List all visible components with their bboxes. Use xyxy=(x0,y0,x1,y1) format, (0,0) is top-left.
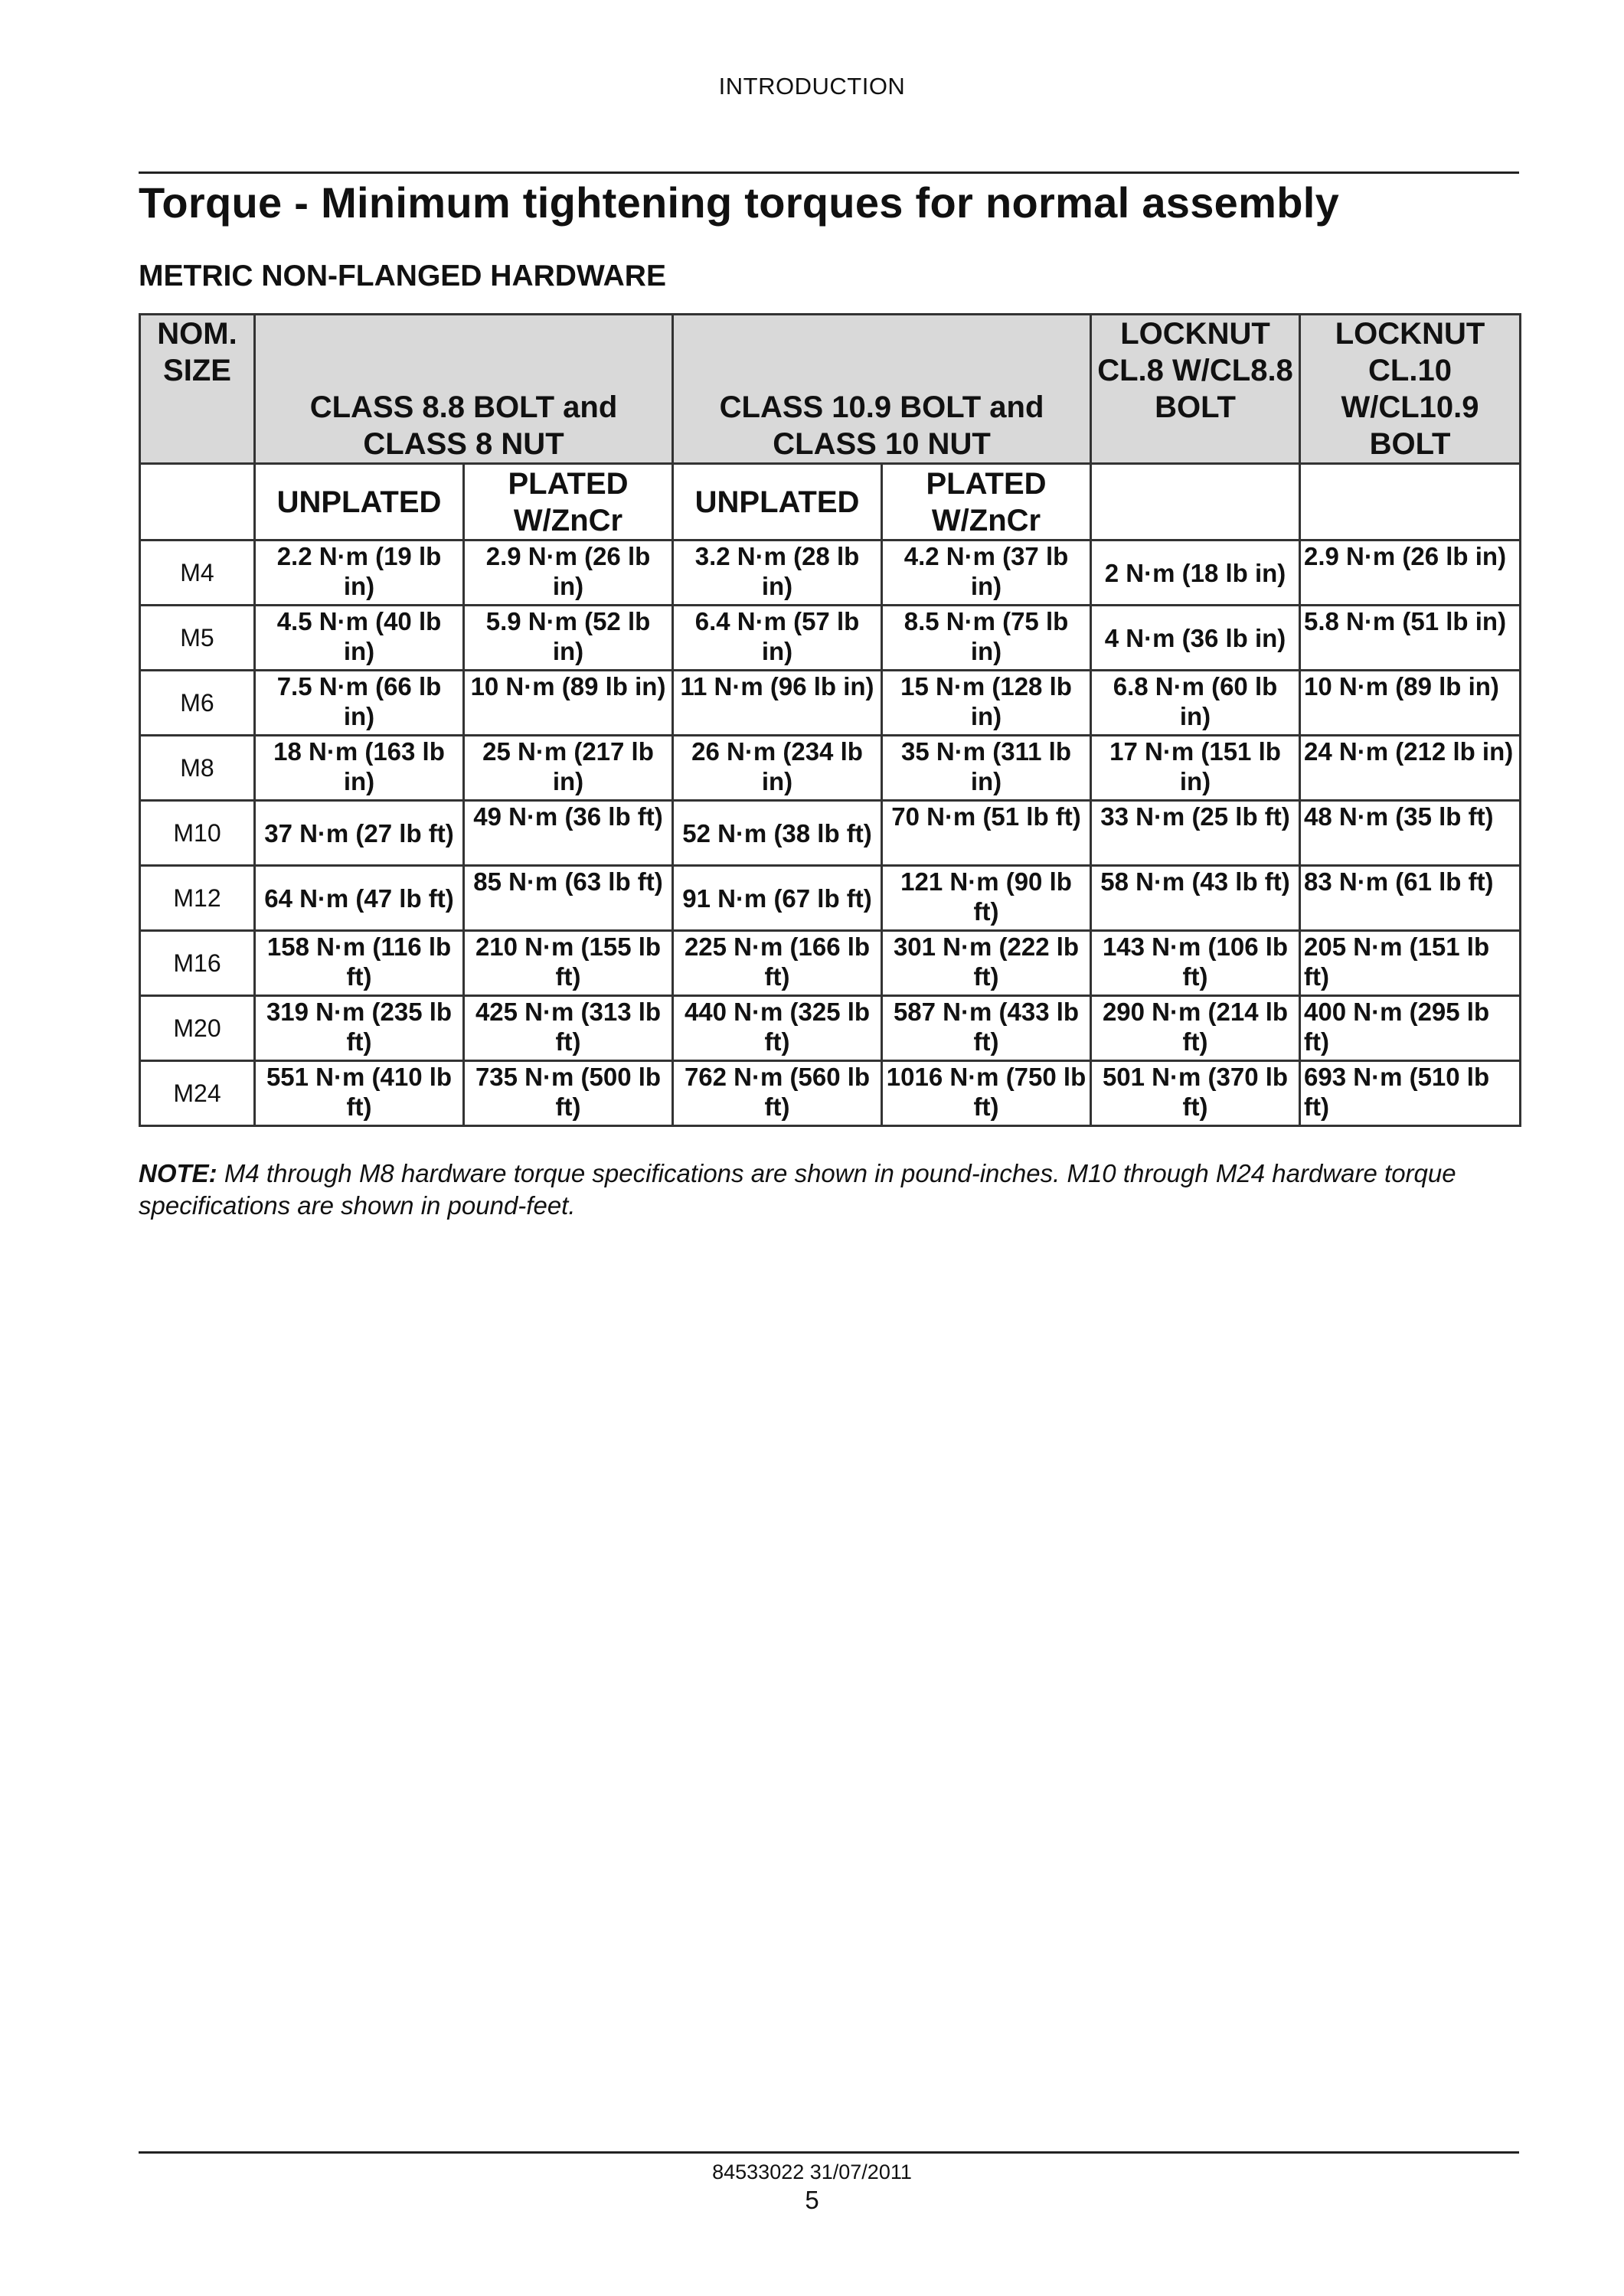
document-id: 84533022 31/07/2011 xyxy=(712,2160,912,2183)
size-cell: M8 xyxy=(140,736,255,801)
torque-cell: 587 N·m (433 lb ft) xyxy=(882,996,1091,1061)
size-cell: M6 xyxy=(140,671,255,736)
torque-cell: 290 N·m (214 lb ft) xyxy=(1091,996,1300,1061)
torque-cell: 2.2 N·m (19 lb in) xyxy=(255,541,464,606)
torque-cell: 301 N·m (222 lb ft) xyxy=(882,931,1091,996)
note-paragraph xyxy=(139,1158,1519,1222)
torque-cell: 440 N·m (325 lb ft) xyxy=(673,996,882,1061)
torque-cell: 83 N·m (61 lb ft) xyxy=(1300,866,1521,931)
torque-cell: 693 N·m (510 lb ft) xyxy=(1300,1061,1521,1126)
torque-cell: 49 N·m (36 lb ft) xyxy=(464,801,673,866)
page-title: Torque - Minimum tightening torques for normal assembly xyxy=(139,178,1340,227)
table-row xyxy=(140,1061,1521,1126)
torque-cell: 35 N·m (311 lb in) xyxy=(882,736,1091,801)
torque-cell: 17 N·m (151 lb in) xyxy=(1091,736,1300,801)
torque-cell: 33 N·m (25 lb ft) xyxy=(1091,801,1300,866)
header-locknut-cl8: LOCKNUT CL.8 W/CL8.8 BOLT xyxy=(1091,315,1300,464)
torque-cell: 143 N·m (106 lb ft) xyxy=(1091,931,1300,996)
torque-cell: 5.8 N·m (51 lb in) xyxy=(1300,606,1521,671)
torque-cell: 24 N·m (212 lb in) xyxy=(1300,736,1521,801)
subheader-blank xyxy=(140,464,255,541)
torque-table xyxy=(139,313,1521,1127)
torque-cell: 1016 N·m (750 lb ft) xyxy=(882,1061,1091,1126)
size-cell: M12 xyxy=(140,866,255,931)
table-row xyxy=(140,606,1521,671)
torque-cell: 5.9 N·m (52 lb in) xyxy=(464,606,673,671)
header-rule xyxy=(139,171,1519,174)
torque-cell: 425 N·m (313 lb ft) xyxy=(464,996,673,1061)
section-subtitle: METRIC NON-FLANGED HARDWARE xyxy=(139,260,666,292)
torque-cell: 10 N·m (89 lb in) xyxy=(464,671,673,736)
subheader-plated: PLATED W/ZnCr xyxy=(464,464,673,541)
torque-cell: 225 N·m (166 lb ft) xyxy=(673,931,882,996)
torque-cell: 501 N·m (370 lb ft) xyxy=(1091,1061,1300,1126)
subheader-unplated: UNPLATED xyxy=(673,464,882,541)
size-cell: M20 xyxy=(140,996,255,1061)
torque-cell: 3.2 N·m (28 lb in) xyxy=(673,541,882,606)
table-row xyxy=(140,736,1521,801)
torque-cell: 400 N·m (295 lb ft) xyxy=(1300,996,1521,1061)
torque-cell: 64 N·m (47 lb ft) xyxy=(255,866,464,931)
footer-rule xyxy=(139,2151,1519,2154)
size-cell: M5 xyxy=(140,606,255,671)
table-row xyxy=(140,801,1521,866)
torque-cell: 2.9 N·m (26 lb in) xyxy=(1300,541,1521,606)
torque-cell: 85 N·m (63 lb ft) xyxy=(464,866,673,931)
table-subheader-row xyxy=(140,464,1521,541)
size-cell: M4 xyxy=(140,541,255,606)
torque-cell: 4.5 N·m (40 lb in) xyxy=(255,606,464,671)
table-header-row xyxy=(140,315,1521,464)
torque-cell: 18 N·m (163 lb in) xyxy=(255,736,464,801)
table-row xyxy=(140,541,1521,606)
torque-cell: 121 N·m (90 lb ft) xyxy=(882,866,1091,931)
header-class-8-8: CLASS 8.8 BOLT and CLASS 8 NUT xyxy=(255,315,673,464)
subheader-plated: PLATED W/ZnCr xyxy=(882,464,1091,541)
torque-cell: 25 N·m (217 lb in) xyxy=(464,736,673,801)
table-row xyxy=(140,931,1521,996)
size-cell: M16 xyxy=(140,931,255,996)
note-label: NOTE: xyxy=(139,1159,217,1187)
torque-cell: 551 N·m (410 lb ft) xyxy=(255,1061,464,1126)
torque-cell: 6.4 N·m (57 lb in) xyxy=(673,606,882,671)
torque-cell: 4 N·m (36 lb in) xyxy=(1091,606,1300,671)
torque-cell: 762 N·m (560 lb ft) xyxy=(673,1061,882,1126)
torque-cell: 37 N·m (27 lb ft) xyxy=(255,801,464,866)
torque-cell: 26 N·m (234 lb in) xyxy=(673,736,882,801)
torque-cell: 11 N·m (96 lb in) xyxy=(673,671,882,736)
subheader-blank xyxy=(1300,464,1521,541)
torque-cell: 52 N·m (38 lb ft) xyxy=(673,801,882,866)
subheader-unplated: UNPLATED xyxy=(255,464,464,541)
torque-cell: 735 N·m (500 lb ft) xyxy=(464,1061,673,1126)
torque-cell: 70 N·m (51 lb ft) xyxy=(882,801,1091,866)
table-row xyxy=(140,996,1521,1061)
torque-cell: 2.9 N·m (26 lb in) xyxy=(464,541,673,606)
torque-cell: 15 N·m (128 lb in) xyxy=(882,671,1091,736)
torque-cell: 4.2 N·m (37 lb in) xyxy=(882,541,1091,606)
torque-cell: 2 N·m (18 lb in) xyxy=(1091,541,1300,606)
page-number: 5 xyxy=(805,2186,819,2214)
torque-cell: 48 N·m (35 lb ft) xyxy=(1300,801,1521,866)
torque-cell: 10 N·m (89 lb in) xyxy=(1300,671,1521,736)
torque-cell: 319 N·m (235 lb ft) xyxy=(255,996,464,1061)
table-row xyxy=(140,671,1521,736)
header-class-10-9: CLASS 10.9 BOLT and CLASS 10 NUT xyxy=(673,315,1091,464)
torque-cell: 158 N·m (116 lb ft) xyxy=(255,931,464,996)
torque-cell: 210 N·m (155 lb ft) xyxy=(464,931,673,996)
page-header: INTRODUCTION xyxy=(718,73,906,100)
torque-cell: 6.8 N·m (60 lb in) xyxy=(1091,671,1300,736)
torque-cell: 8.5 N·m (75 lb in) xyxy=(882,606,1091,671)
torque-cell: 205 N·m (151 lb ft) xyxy=(1300,931,1521,996)
size-cell: M24 xyxy=(140,1061,255,1126)
torque-cell: 58 N·m (43 lb ft) xyxy=(1091,866,1300,931)
header-nom-size: NOM. SIZE xyxy=(140,315,255,464)
torque-cell: 7.5 N·m (66 lb in) xyxy=(255,671,464,736)
table-row xyxy=(140,866,1521,931)
torque-cell: 91 N·m (67 lb ft) xyxy=(673,866,882,931)
note-text: M4 through M8 hardware torque specifications are shown in pound-inches. M10 through M24 hardware torque specifications are shown in pound-feet. xyxy=(139,1159,1456,1220)
subheader-blank xyxy=(1091,464,1300,541)
header-locknut-cl10: LOCKNUT CL.10 W/CL10.9 BOLT xyxy=(1300,315,1521,464)
size-cell: M10 xyxy=(140,801,255,866)
